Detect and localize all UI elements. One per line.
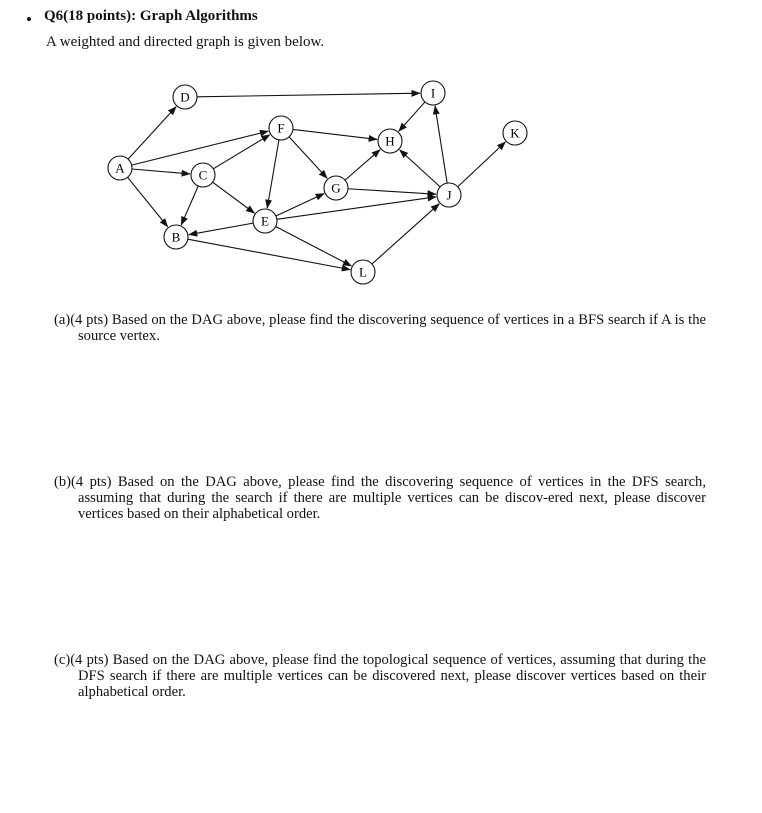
part-c-label: (c)(4 pts) [54,652,109,668]
node-label: K [510,125,520,141]
node-label: B [171,229,181,245]
node-I [421,81,445,105]
node-E [253,209,277,233]
edge-F-E [267,140,279,208]
bullet-marker: • [26,10,32,29]
node-F [269,116,293,140]
question-part-a [54,312,706,344]
edge-C-B [181,186,198,225]
edge-F-H [293,129,377,139]
edge-C-F [213,135,270,169]
node-label: I [430,85,436,101]
edge-L-J [372,204,439,264]
node-label: G [331,180,341,196]
node-J [437,183,461,207]
node-B [164,225,188,249]
edge-B-L [188,239,350,269]
node-label: J [446,187,452,203]
node-A [108,156,132,180]
node-label: C [198,167,208,183]
edge-J-K [458,142,506,187]
node-label: D [180,89,190,105]
edge-E-B [189,223,253,235]
edge-A-C [132,169,190,174]
node-label: H [385,133,395,149]
question-part-c [54,652,706,700]
node-label: F [277,120,285,136]
node-D [173,85,197,109]
edge-G-J [348,189,436,194]
edge-E-L [276,227,352,266]
edge-J-H [400,150,441,187]
node-K [503,121,527,145]
part-a-label: (a)(4 pts) [54,312,109,328]
node-label: A [115,160,125,176]
part-a-text: Based on the DAG above, please find the discovering sequence of vertices in a BFS search if A is the source vertex. [78,312,706,344]
edge-A-D [128,107,176,160]
edge-J-I [435,106,447,183]
node-C [191,163,215,187]
part-c-text: Based on the DAG above, please find the topological sequence of vertices, assuming that during the DFS search if there are multiple vertices can be discovered next, please discover vertices based on their alphabetical order. [78,652,706,700]
edge-E-J [277,197,436,220]
edge-A-B [128,177,168,227]
question-title: Q6(18 points): Graph Algorithms [44,8,258,24]
edge-I-H [399,102,425,131]
edge-C-E [213,182,255,213]
node-label: E [261,213,269,229]
edge-E-G [276,193,324,215]
edge-F-G [289,137,327,179]
part-b-text: Based on the DAG above, please find the discovering sequence of vertices in the DFS search, assuming that during the search if there are multiple vertices can be discov-ered next, please discover vertices based on their alphabetical order. [78,474,707,522]
node-label: L [359,264,367,280]
directed-graph-diagram [0,0,762,300]
part-b-label: (b)(4 pts) [54,474,112,490]
edge-D-I [197,93,420,97]
node-H [378,129,402,153]
edge-G-H [345,150,380,181]
node-L [351,260,375,284]
question-intro: A weighted and directed graph is given below. [46,34,325,50]
question-part-b [54,474,706,522]
node-G [324,176,348,200]
